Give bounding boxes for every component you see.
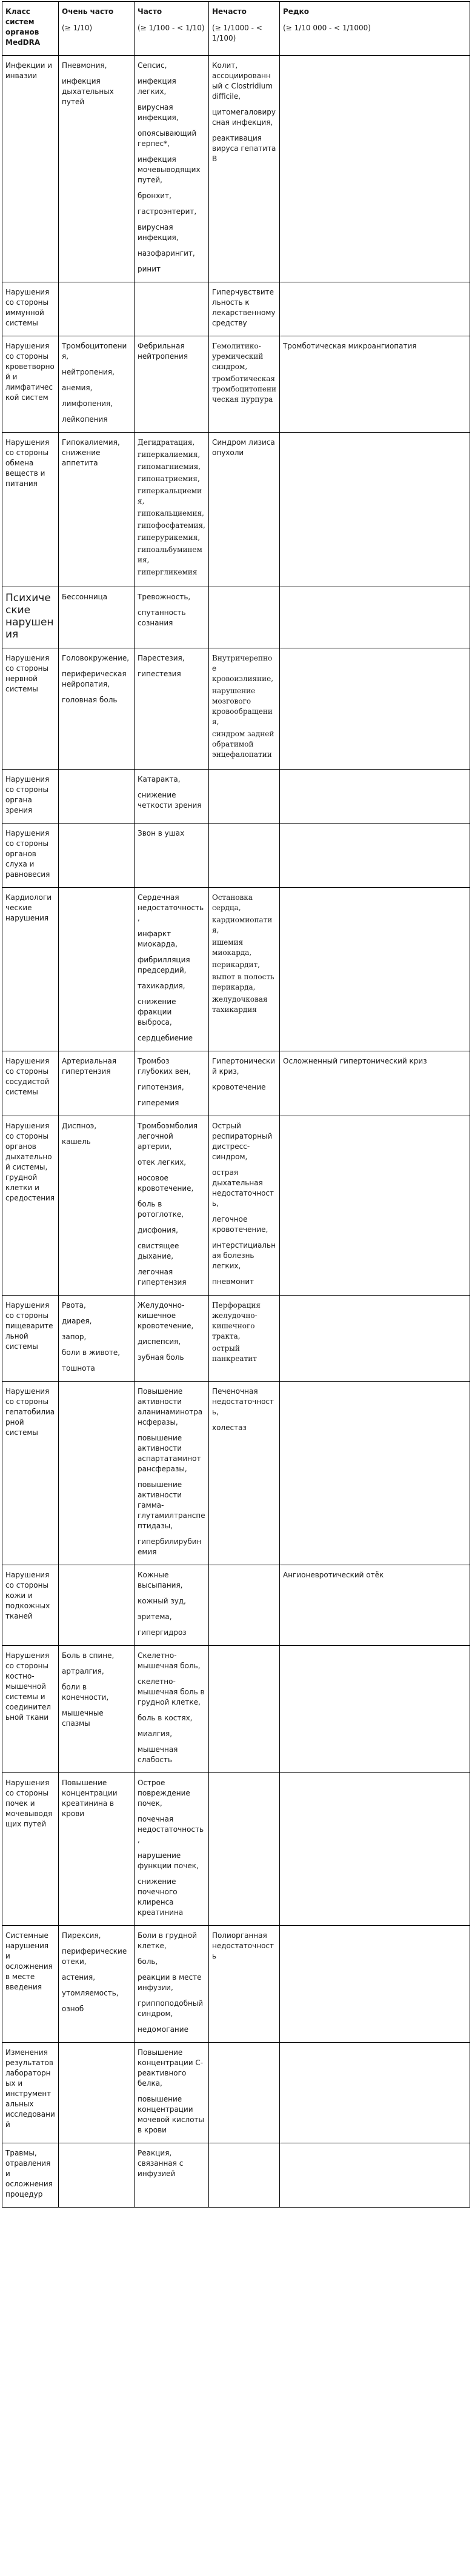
frequency-cell-common [135, 1296, 209, 1382]
adverse-reaction-entry: Тромбоэмболия легочной артерии, [138, 1122, 198, 1151]
adverse-reaction-entry: эритема, [138, 1612, 172, 1621]
adverse-reaction-entry: боли в животе, [62, 1348, 121, 1357]
frequency-cell-uncommon [209, 770, 280, 824]
frequency-cell-rare [280, 1926, 470, 2043]
adverse-reaction-entry: гипестезия [138, 670, 181, 678]
adverse-reaction-entry: холестаз [212, 1423, 247, 1432]
adverse-reaction-entry: снижение четкости зрения [138, 791, 202, 810]
frequency-cell-very-common [59, 282, 135, 336]
adverse-reaction-entry: кардиомиопатия, [212, 916, 273, 934]
adverse-reaction-entry: гипоальбуминемия, [138, 545, 202, 564]
adverse-reaction-entry: нарушение функции почек, [138, 1851, 199, 1870]
adverse-reaction-entry: боль, [138, 1957, 158, 1966]
header-frequency-range: (≥ 1/10) [62, 24, 93, 32]
system-organ-class-cell: Травмы, отравления и осложнения процедур [2, 2143, 59, 2208]
adverse-reaction-entry: Тромбоцитопения, [62, 342, 127, 361]
system-organ-class-cell: Нарушения со стороны сосудистой системы [2, 1051, 59, 1116]
adverse-reaction-entry: Печеночная недостаточность, [212, 1387, 274, 1416]
frequency-cell-uncommon [209, 587, 280, 648]
adverse-reaction-entry: Тромбоз глубоких вен, [138, 1057, 191, 1076]
adverse-reaction-entry: повышение концентрации мочевой кислоты в крови [138, 2095, 205, 2134]
frequency-cell-uncommon [209, 2043, 280, 2143]
adverse-reaction-entry: Осложненный гипертонический криз [283, 1057, 427, 1065]
adverse-reaction-entry: Колит, ассоциированный с Clostridium difficile, [212, 61, 273, 101]
frequency-cell-uncommon [209, 648, 280, 770]
frequency-cell-very-common [59, 56, 135, 282]
adverse-reaction-entry: тошнота [62, 1364, 95, 1373]
table-row [2, 2043, 470, 2143]
adverse-reaction-entry: повышение активности гамма-глутамилтранспептидазы, [138, 1480, 205, 1530]
system-organ-class-cell: Кардиологические нарушения [2, 888, 59, 1051]
frequency-cell-rare [280, 433, 470, 587]
adverse-reaction-entry: Парестезия, [138, 654, 185, 662]
frequency-cell-rare [280, 282, 470, 336]
adverse-reaction-entry: перикардит, [212, 960, 260, 969]
adverse-reaction-entry: дисфония, [138, 1226, 178, 1234]
adverse-reaction-entry: головная боль [62, 696, 118, 704]
system-organ-class-cell: Нарушения со стороны костно-мышечной системы и соединительной ткани [2, 1646, 59, 1773]
adverse-reaction-entry: Остановка сердца, [212, 893, 253, 912]
system-organ-class-cell: Нарушения со стороны обмена веществ и питания [2, 433, 59, 587]
header-title: Нечасто [212, 7, 247, 16]
adverse-reaction-entry: гиперкалиемия, [138, 450, 201, 459]
adverse-reaction-entry: гипербилирубинемия [138, 1537, 202, 1556]
adverse-reaction-entry: боль в костях, [138, 1714, 193, 1722]
adverse-reaction-entry: миалгия, [138, 1729, 173, 1738]
adverse-reaction-entry: Перфорация желудочно-кишечного тракта, [212, 1301, 261, 1340]
adverse-reaction-entry: скелетно-мышечная боль в грудной клетке, [138, 1677, 205, 1706]
system-organ-class-cell: Нарушения со стороны гепатобилиарной системы [2, 1382, 59, 1565]
adverse-reaction-entry: недомогание [138, 2025, 188, 2034]
adverse-reaction-entry: снижение фракции выброса, [138, 997, 176, 1027]
adverse-reaction-entry: легочное кровотечение, [212, 1215, 268, 1234]
header-title: Очень часто [62, 7, 114, 16]
adverse-reaction-entry: лимфопения, [62, 399, 113, 408]
adverse-reaction-entry: боли в конечности, [62, 1683, 109, 1702]
adverse-reaction-entry: фибрилляция предсердий, [138, 956, 190, 974]
adverse-reaction-entry: инфекция дыхательных путей [62, 77, 114, 106]
adverse-reaction-entry: сердцебиение [138, 1034, 193, 1042]
adverse-reaction-entry: синдром задней обратимой энцефалопатии [212, 730, 274, 759]
adverse-reaction-entry: Дегидратация, [138, 438, 195, 447]
system-organ-class-cell: Психические нарушения [2, 587, 59, 648]
adverse-reaction-entry: носовое кровотечение, [138, 1174, 194, 1193]
frequency-cell-common [135, 1773, 209, 1926]
frequency-cell-very-common [59, 770, 135, 824]
frequency-cell-rare [280, 1296, 470, 1382]
adverse-reaction-entry: Повышение концентрации С-реактивного белка, [138, 2048, 204, 2088]
frequency-cell-uncommon [209, 1565, 280, 1646]
frequency-cell-rare [280, 587, 470, 648]
frequency-cell-common [135, 1565, 209, 1646]
system-organ-class-cell: Нарушения со стороны кроветворной и лимфатической систем [2, 336, 59, 433]
frequency-cell-common [135, 648, 209, 770]
adverse-reaction-entry: реакции в месте инфузии, [138, 1973, 202, 1992]
adverse-reaction-entry: Гиперчувствительность к лекарственному средству [212, 288, 276, 327]
frequency-cell-very-common [59, 336, 135, 433]
adverse-reaction-entry: повышение активности аспартатаминотрансферазы, [138, 1434, 201, 1473]
table-row [2, 1926, 470, 2043]
frequency-cell-uncommon [209, 336, 280, 433]
adverse-reaction-entry: Боль в спине, [62, 1651, 115, 1660]
adverse-reaction-entry: боль в ротоглотке, [138, 1200, 184, 1219]
adverse-reaction-entry: кожный зуд, [138, 1597, 186, 1605]
system-organ-class-cell: Нарушения со стороны иммунной системы [2, 282, 59, 336]
adverse-reaction-entry: Внутричерепное кровоизлияние, [212, 654, 274, 683]
adverse-reaction-entry: Фебрильная нейтропения [138, 342, 188, 361]
header-very-common [59, 2, 135, 56]
frequency-cell-very-common [59, 1382, 135, 1565]
adverse-reaction-entry: Острый респираторный дистресс-синдром, [212, 1122, 273, 1161]
system-organ-class-cell: Нарушения со стороны пищеварительной системы [2, 1296, 59, 1382]
table-row [2, 433, 470, 587]
frequency-cell-uncommon [209, 1382, 280, 1565]
frequency-cell-very-common [59, 824, 135, 888]
table-body [2, 56, 470, 2208]
adverse-reaction-entry: острый панкреатит [212, 1344, 257, 1363]
table-row [2, 1773, 470, 1926]
adverse-reaction-entry: тахикардия, [138, 982, 185, 990]
frequency-cell-very-common [59, 587, 135, 648]
adverse-reaction-entry: периферические отеки, [62, 1947, 127, 1966]
system-organ-class-cell: Системные нарушения и осложнения в месте введения [2, 1926, 59, 2043]
adverse-reaction-entry: гипомагниемия, [138, 462, 201, 471]
adverse-reaction-entry: Скелетно-мышечная боль, [138, 1651, 201, 1670]
frequency-cell-rare [280, 888, 470, 1051]
adverse-reaction-entry: Ангионевротический отёк [283, 1571, 384, 1579]
adverse-reaction-entry: нарушение мозгового кровообращения, [212, 687, 273, 726]
frequency-cell-common [135, 2043, 209, 2143]
adverse-reaction-entry: Головокружение, [62, 654, 130, 662]
adverse-reaction-entry: Гипокалиемия, снижение аппетита [62, 438, 120, 467]
table-row [2, 824, 470, 888]
adverse-reaction-entry: Боли в грудной клетке, [138, 1931, 198, 1950]
frequency-cell-uncommon [209, 1296, 280, 1382]
adverse-reaction-entry: мышечные спазмы [62, 1709, 104, 1728]
frequency-cell-rare [280, 1773, 470, 1926]
adverse-reaction-entry: Пирексия, [62, 1931, 101, 1940]
table-row [2, 2143, 470, 2208]
frequency-cell-uncommon [209, 2143, 280, 2208]
system-organ-class-cell: Нарушения со стороны кожи и подкожных тканей [2, 1565, 59, 1646]
header-rare [280, 2, 470, 56]
adverse-reactions-table [2, 1, 470, 2208]
system-organ-class-cell: Нарушения со стороны органа зрения [2, 770, 59, 824]
table-row [2, 336, 470, 433]
frequency-cell-common [135, 56, 209, 282]
adverse-reaction-entry: назофарингит, [138, 249, 195, 258]
table-row [2, 1565, 470, 1646]
adverse-reaction-entry: запор, [62, 1333, 87, 1341]
adverse-reaction-entry: Бессонница [62, 593, 108, 601]
adverse-reaction-entry: Сепсис, [138, 61, 167, 70]
adverse-reaction-entry: тромботическая тромбоцитопеническая пурпура [212, 374, 277, 404]
frequency-cell-very-common [59, 2043, 135, 2143]
adverse-reaction-entry: инфекция легких, [138, 77, 176, 96]
adverse-reaction-entry: артралгия, [62, 1667, 104, 1676]
adverse-reaction-entry: диспепсия, [138, 1337, 181, 1346]
adverse-reaction-entry: Сердечная недостаточность, [138, 893, 204, 922]
header-system-organ-class [2, 2, 59, 56]
adverse-reaction-entry: Повышение концентрации креатинина в крови [62, 1779, 118, 1818]
frequency-cell-uncommon [209, 1116, 280, 1296]
adverse-reaction-entry: гипотензия, [138, 1083, 184, 1091]
adverse-reaction-entry: астения, [62, 1973, 96, 1982]
adverse-reaction-entry: реактивация вируса гепатита B [212, 134, 276, 163]
frequency-cell-rare [280, 2143, 470, 2208]
adverse-reaction-entry: почечная недостаточность, [138, 1815, 204, 1844]
frequency-cell-common [135, 1116, 209, 1296]
frequency-cell-common [135, 433, 209, 587]
adverse-reaction-entry: спутанность сознания [138, 608, 186, 627]
frequency-cell-rare [280, 1565, 470, 1646]
frequency-cell-rare [280, 1051, 470, 1116]
system-organ-class-cell: Нарушения со стороны органов дыхательной системы, грудной клетки и средостения [2, 1116, 59, 1296]
adverse-reaction-entry: зубная боль [138, 1353, 184, 1362]
frequency-cell-common [135, 587, 209, 648]
table-row [2, 56, 470, 282]
table-row [2, 1116, 470, 1296]
frequency-cell-rare [280, 1116, 470, 1296]
system-organ-class-cell: Нарушения со стороны органов слуха и равновесия [2, 824, 59, 888]
adverse-reaction-entry: анемия, [62, 384, 93, 392]
table-row [2, 1646, 470, 1773]
frequency-cell-rare [280, 1382, 470, 1565]
table-row [2, 587, 470, 648]
adverse-reaction-entry: легочная гипертензия [138, 1268, 187, 1286]
adverse-reaction-entry: мышечная слабость [138, 1745, 178, 1764]
frequency-cell-uncommon [209, 1773, 280, 1926]
frequency-cell-common [135, 282, 209, 336]
frequency-cell-uncommon [209, 1646, 280, 1773]
frequency-cell-common [135, 336, 209, 433]
adverse-reaction-entry: вирусная инфекция, [138, 103, 179, 122]
adverse-reaction-entry: гипергликемия [138, 568, 198, 576]
frequency-cell-uncommon [209, 824, 280, 888]
frequency-cell-very-common [59, 433, 135, 587]
frequency-cell-rare [280, 770, 470, 824]
adverse-reaction-entry: опоясывающий герпес*, [138, 129, 197, 148]
frequency-cell-very-common [59, 1116, 135, 1296]
adverse-reaction-entry: цитомегаловирусная инфекция, [212, 108, 276, 127]
adverse-reaction-entry: лейкопения [62, 415, 108, 424]
frequency-cell-common [135, 2143, 209, 2208]
frequency-cell-uncommon [209, 56, 280, 282]
frequency-cell-uncommon [209, 282, 280, 336]
adverse-reaction-entry: ринит [138, 265, 161, 273]
adverse-reaction-entry: Диспноэ, [62, 1122, 97, 1130]
adverse-reaction-entry: Гипертонический криз, [212, 1057, 276, 1076]
adverse-reaction-entry: гипергидроз [138, 1628, 187, 1637]
table-row [2, 1382, 470, 1565]
frequency-cell-rare [280, 648, 470, 770]
table-row [2, 282, 470, 336]
adverse-reaction-entry: кровотечение [212, 1083, 266, 1091]
table-row [2, 648, 470, 770]
adverse-reaction-entry: нейтропения, [62, 368, 115, 376]
frequency-cell-very-common [59, 648, 135, 770]
frequency-cell-very-common [59, 2143, 135, 2208]
adverse-reaction-entry: Гемолитико-уремический синдром, [212, 342, 264, 371]
adverse-reaction-entry: гиперурикемия, [138, 533, 201, 542]
adverse-reaction-entry: инфекция мочевыводящих путей, [138, 155, 201, 184]
frequency-cell-rare [280, 2043, 470, 2143]
adverse-reaction-entry: интерстициальная болезнь легких, [212, 1241, 276, 1270]
system-organ-class-cell: Изменения результатов лабораторных и инструментальных исследований [2, 2043, 59, 2143]
frequency-cell-very-common [59, 1926, 135, 2043]
frequency-cell-common [135, 1382, 209, 1565]
adverse-reaction-entry: желудочковая тахикардия [212, 995, 268, 1014]
table-header-row [2, 2, 470, 56]
frequency-cell-common [135, 1051, 209, 1116]
adverse-reaction-entry: ишемия миокарда, [212, 938, 252, 957]
frequency-cell-common [135, 888, 209, 1051]
frequency-cell-uncommon [209, 433, 280, 587]
frequency-cell-rare [280, 56, 470, 282]
header-title: Редко [283, 7, 310, 16]
frequency-cell-very-common [59, 1051, 135, 1116]
adverse-reaction-entry: гиперемия [138, 1099, 179, 1107]
adverse-reaction-entry: Пневмония, [62, 61, 107, 70]
table-row [2, 1051, 470, 1116]
header-frequency-range: (≥ 1/1000 - < 1/100) [212, 24, 262, 42]
adverse-reaction-entry: утомляемость, [62, 1989, 119, 1997]
adverse-reaction-entry: Повышение активности аланинаминотрансферазы, [138, 1387, 203, 1426]
adverse-reaction-entry: гипонатриемия, [138, 474, 200, 483]
adverse-reaction-entry: Тревожность, [138, 593, 191, 601]
frequency-cell-very-common [59, 1646, 135, 1773]
adverse-reaction-entry: озноб [62, 2005, 84, 2013]
table-row [2, 770, 470, 824]
frequency-cell-common [135, 824, 209, 888]
adverse-reaction-entry: Реакция, связанная с инфузией [138, 2149, 184, 2178]
adverse-reaction-entry: Артериальная гипертензия [62, 1057, 117, 1076]
adverse-reaction-entry: снижение почечного клиренса креатинина [138, 1877, 184, 1917]
frequency-cell-uncommon [209, 888, 280, 1051]
adverse-reaction-entry: вирусная инфекция, [138, 223, 179, 242]
adverse-reaction-entry: Рвота, [62, 1301, 86, 1310]
header-title: Класс систем органов MedDRA [5, 7, 41, 47]
adverse-reaction-entry: Желудочно-кишечное кровотечение, [138, 1301, 194, 1330]
header-title: Часто [138, 7, 162, 16]
adverse-reaction-entry: бронхит, [138, 191, 171, 200]
adverse-reaction-entry: выпот в полость перикарда, [212, 973, 274, 991]
header-frequency-range: (≥ 1/100 - < 1/10) [138, 24, 205, 32]
adverse-reaction-entry: Кожные высыпания, [138, 1571, 183, 1589]
frequency-cell-uncommon [209, 1051, 280, 1116]
frequency-cell-rare [280, 1646, 470, 1773]
frequency-cell-rare [280, 824, 470, 888]
adverse-reaction-entry: кашель [62, 1137, 91, 1146]
frequency-cell-common [135, 1646, 209, 1773]
frequency-cell-common [135, 770, 209, 824]
frequency-cell-rare [280, 336, 470, 433]
adverse-reaction-entry: диарея, [62, 1317, 92, 1325]
system-organ-class-cell: Нарушения со стороны нервной системы [2, 648, 59, 770]
table-row [2, 888, 470, 1051]
table-row [2, 1296, 470, 1382]
adverse-reaction-entry: Тромботическая микроангиопатия [283, 342, 417, 350]
system-organ-class-cell: Нарушения со стороны почек и мочевыводящих путей [2, 1773, 59, 1926]
adverse-reaction-entry: гриппоподобный синдром, [138, 1999, 204, 2018]
adverse-reaction-entry: периферическая нейропатия, [62, 670, 127, 688]
adverse-reaction-entry: гастроэнтерит, [138, 207, 197, 216]
adverse-reaction-entry: пневмонит [212, 1277, 254, 1286]
adverse-reaction-entry: Катаракта, [138, 775, 181, 784]
adverse-reaction-entry: гипокальциемия, [138, 509, 204, 518]
header-uncommon [209, 2, 280, 56]
adverse-reaction-entry: свистящее дыхание, [138, 1242, 179, 1260]
system-organ-class-cell: Инфекции и инвазии [2, 56, 59, 282]
adverse-reaction-entry: гипофосфатемия, [138, 521, 205, 530]
adverse-reaction-entry: отек легких, [138, 1158, 187, 1167]
adverse-reaction-entry: Звон в ушах [138, 829, 185, 837]
adverse-reaction-entry: инфаркт миокарда, [138, 930, 178, 948]
frequency-cell-common [135, 1926, 209, 2043]
frequency-cell-very-common [59, 888, 135, 1051]
adverse-reaction-entry: гиперкальциемия, [138, 487, 202, 505]
adverse-reaction-entry: Синдром лизиса опухоли [212, 438, 275, 457]
header-frequency-range: (≥ 1/10 000 - < 1/1000) [283, 24, 371, 32]
adverse-reaction-entry: Острое повреждение почек, [138, 1779, 190, 1808]
frequency-cell-very-common [59, 1296, 135, 1382]
header-common [135, 2, 209, 56]
document [2, 1, 470, 2208]
adverse-reaction-entry: Полиорганная недостаточность [212, 1931, 274, 1960]
frequency-cell-very-common [59, 1565, 135, 1646]
frequency-cell-very-common [59, 1773, 135, 1926]
adverse-reaction-entry: острая дыхательная недостаточность, [212, 1168, 274, 1208]
frequency-cell-uncommon [209, 1926, 280, 2043]
